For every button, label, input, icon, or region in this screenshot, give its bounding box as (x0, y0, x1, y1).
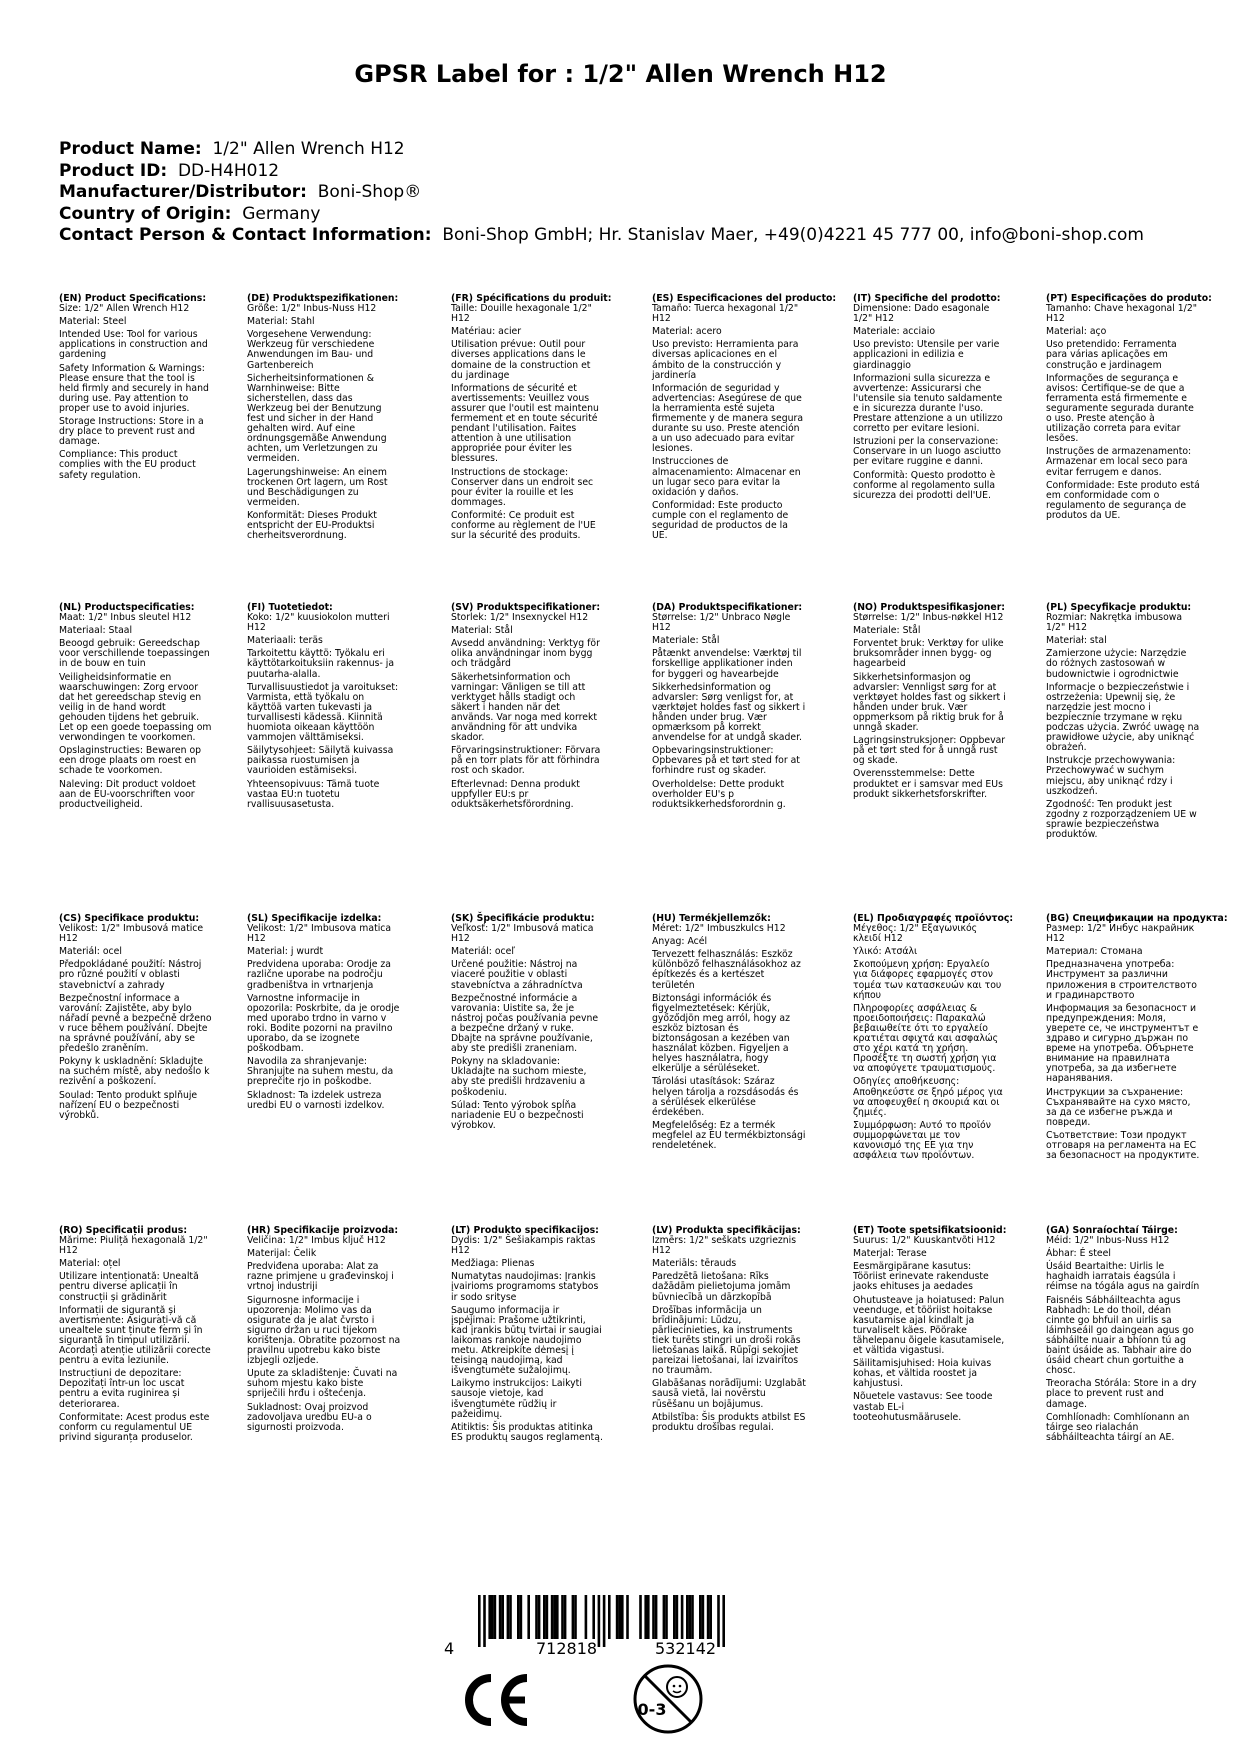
spec-block (451, 1226, 605, 1443)
spec-line: Soulad: Tento produkt splňuje nařízení EU o bezpečnosti výrobků. (59, 1089, 198, 1121)
spec-line: Οδηγίες αποθήκευσης: Αποθηκεύστε σε ξηρό μέρος για να αποφευχθεί η σκουριά και οι ζημιές. (853, 1076, 1003, 1118)
spec-line: Overensstemmelse: Dette produktet er i samsvar med EUs produkt sikkerhetsforskrifter. (853, 768, 1003, 800)
spec-block-header: (DE) Produktspezifikationen: (247, 293, 399, 304)
page-title: GPSR Label for : 1/2" Allen Wrench H12 (354, 60, 887, 88)
spec-line: Material: j wurdt (247, 946, 324, 958)
barcode-bar (699, 1595, 702, 1639)
spec-line: Beoogd gebruik: Gereedschap voor verschillende toepassingen in de bouw en tuin (59, 638, 210, 670)
spec-block-header: (EN) Product Specifications: (59, 293, 207, 304)
barcode-bar (644, 1595, 647, 1639)
barcode-bar (509, 1595, 512, 1639)
manufacturer-label: Manufacturer/Distributor: (59, 182, 307, 202)
spec-line: Skladnost: Ta izdelek ustreza uredbi EU o varnosti izdelkov. (247, 1089, 385, 1111)
spec-line: Säkerhetsinformation och varningar: Vänligen se till att verktyget hålls stadigt och säkert i handen när det används. Var noga med korrekt användning för att undvika skador. (451, 671, 597, 744)
spec-block (247, 914, 401, 1111)
barcode-first-digit: 4 (444, 1639, 455, 1658)
barcode-bar (621, 1595, 624, 1639)
contact-row (59, 225, 1144, 247)
spec-block-header: (HR) Specifikacije proizvoda: (247, 1225, 399, 1236)
spec-line: Materijal: Čelik (247, 1248, 317, 1260)
barcode-bar (639, 1595, 642, 1639)
spec-block-header: (LV) Produkta specifikācijas: (652, 1225, 801, 1236)
spec-line: Materiāls: tērauds (652, 1258, 737, 1270)
spec-line: Conformidad: Este producto cumple con el reglamento de seguridad de productos de la UE. (652, 499, 789, 542)
spec-line: Varnostne informacije in opozorila: Poskrbite, da je orodje med uporabo trdno in varno v roki. Bodite pozorni na pravilno uporabo, da se izognete poškodbam. (247, 992, 400, 1055)
product-name-label: Product Name: (59, 139, 202, 159)
spec-line: Σκοπούμενη χρήση: Εργαλείο για διάφορες εφαρμογές στον τομέα των κατασκευών και του κήπου (853, 959, 1002, 1001)
barcode-bar (673, 1595, 676, 1639)
spec-line: Informazioni sulla sicurezza e avvertenze: Assicurarsi che l'utensile sia tenuto saldamente e in sicurezza durante l'uso. Prestare attenzione a un utilizzo corretto per evitare lesioni. (853, 372, 1003, 435)
spec-line: Størrelse: 1/2" Unbraco Nøgle H12 (652, 612, 791, 634)
spec-line: Mărime: Piuliță hexagonală 1/2" H12 (59, 1235, 208, 1257)
spec-line: Sukladnost: Ovaj proizvod zadovoljava uredbu EU-a o sigurnosti proizvoda. (247, 1401, 372, 1433)
barcode-bar (491, 1595, 494, 1639)
spec-line: Instrucciones de almacenamiento: Almacenar en un lugar seco para evitar la oxidación y daños. (652, 456, 801, 498)
contact-value: Boni-Shop GmbH; Hr. Stanislav Maer, +49(0)4221 45 777 00, info@boni-shop.com (442, 225, 1144, 245)
barcode-bar (608, 1595, 611, 1639)
spec-line: Sikkerhetsinformasjon og advarsler: Vennligst sørg for at verktøyet holdes fast og sikkert i hånden under bruk. Vær oppmerksom på riktig bruk for å unngå skader. (853, 671, 1006, 734)
spec-line: Veiligheidsinformatie en waarschuwingen: Zorg ervoor dat het gereedschap stevig en veilig in de hand wordt gehouden tijdens het gebruik. Let op een goede toepassing om verwondingen te voorkomen. (59, 671, 212, 744)
barcode-bar (553, 1595, 556, 1639)
spec-block (1046, 1226, 1200, 1443)
spec-block (1046, 603, 1200, 840)
barcode-bar (564, 1595, 567, 1639)
barcode-bar (603, 1595, 606, 1647)
manufacturer-value: Boni-Shop® (317, 182, 422, 202)
spec-block-header: (HU) Termékjellemzők: (652, 913, 771, 924)
spec-line: Πληροφορίες ασφάλειας & προειδοποιήσεις: Παρακαλώ βεβαιωθείτε ότι το εργαλείο κρατιέται σφιχτά και ασφαλώς στο χέρι κατά τη χρήση. Προσέξτε τη σωστή χρήση για να αποφύγετε τραυματισμούς. (853, 1002, 999, 1075)
spec-line: Ábhar: É steel (1046, 1248, 1111, 1260)
barcode-bar (717, 1595, 720, 1647)
spec-line: Предназначена употреба: Инструмент за различни приложения в строителството и градинарството (1046, 959, 1197, 1001)
spec-line: Lagringsinstruksjoner: Oppbevar på et tørt sted for å unngå rust og skade. (853, 735, 1006, 767)
spec-line: Paredzētā lietošana: Rīks dažādām pielietojuma jomām būvniecībā un dārzkopībā (652, 1271, 791, 1303)
spec-line: Forventet bruk: Verktøy for ulike bruksområder innen bygg- og hagearbeid (853, 638, 1004, 670)
country-row (59, 204, 1144, 226)
spec-line: Izmērs: 1/2" seškats uzgrieznis H12 (652, 1235, 797, 1257)
spec-block (451, 603, 605, 810)
spec-block-header: (NL) Productspecificaties: (59, 602, 195, 613)
spec-block-header: (BG) Спецификации на продукта: (1046, 913, 1228, 924)
spec-line: Lagerungshinweise: An einem trockenen Ort lagern, um Rost und Beschädigungen zu vermeiden. (247, 466, 388, 508)
ce-mark-icon (457, 1671, 533, 1729)
spec-line: Eesmärgipärane kasutus: Tööriist erinevate rakenduste jaoks ehituses ja aedades (853, 1261, 989, 1293)
spec-line: Størrelse: 1/2" Inbus-nøkkel H12 (853, 612, 1004, 624)
spec-block (853, 913, 1014, 1162)
barcode-bar (551, 1595, 554, 1639)
spec-line: Upute za skladištenje: Čuvati na suhom mjestu kako biste spriječili hrđu i oštećenja. (247, 1368, 398, 1400)
spec-block (652, 914, 806, 1151)
spec-line: Avsedd användning: Verktyg för olika användningar inom bygg och trädgård (451, 638, 600, 670)
product-id-label: Product ID: (59, 160, 168, 181)
barcode-bar (686, 1595, 689, 1639)
spec-block-header: (PL) Specyfikacje produktu: (1046, 602, 1192, 613)
spec-line: Información de seguridad y advertencias: Asegúrese de que la herramienta esté sujeta firmemente y de manera segura durante su uso. Preste atención a un uso adecuado para evitar lesiones. (652, 382, 804, 455)
barcode-bar (665, 1595, 668, 1639)
spec-block (451, 293, 612, 542)
barcode-bar (499, 1595, 502, 1639)
spec-line: Säilytysohjeet: Säilytä kuivassa paikassa ruostumisen ja vaurioiden estämiseksi. (247, 745, 394, 777)
barcode-bar (681, 1595, 684, 1639)
spec-line: Tervezett felhasználás: Eszköz különböző felhasználásokhoz az építkezés és a kertészet területén (652, 949, 801, 991)
spec-line: Tárolási utasítások: Száraz helyen tárolja a rozsdásodás és a sérülések elkerülése érdekében. (652, 1076, 799, 1118)
spec-block (247, 1226, 401, 1433)
spec-line: Megfelelőség: Ez a termék megfelel az EU termékbiztonsági rendeletének. (652, 1119, 806, 1151)
spec-line: Instruções de armazenamento: Armazenar em local seco para evitar ferrugem e danos. (1046, 446, 1192, 478)
spec-line: Maat: 1/2" Inbus sleutel H12 (59, 612, 192, 624)
barcode-bar (478, 1595, 481, 1647)
spec-block-header: (SL) Specifikacije izdelka: (247, 913, 382, 924)
spec-block-header: (DA) Produktspecifikationer: (652, 602, 803, 613)
spec-line: Υλικό: Ατσάλι (853, 946, 918, 958)
spec-line: Určené použitie: Nástroj na viaceré použitie v oblasti stavebníctva a záhradníctva (451, 959, 583, 991)
spec-line: Navodila za shranjevanje: Shranjujte na suhem mestu, da preprečite rjo in poškodbe. (247, 1056, 394, 1088)
spec-line: Suurus: 1/2" Kuuskantvõti H12 (853, 1235, 996, 1247)
spec-line: Informații de siguranță și avertismente: Asigurați-vă că unealtele sunt ținute ferm și în siguranță în timpul utilizării. Acordați atenție utilizării corecte pentru a evita leziunile. (59, 1304, 211, 1367)
spec-line: Méid: 1/2" Inbus-Nuss H12 (1046, 1235, 1170, 1247)
spec-line: Velikost: 1/2" Imbusova matica H12 (247, 923, 392, 945)
spec-line: Instrukcje przechowywania: Przechowywać w suchym miejscu, aby uniknąć rdzy i uszkodzeń. (1046, 755, 1176, 797)
spec-line: Utilisation prévue: Outil pour diverses applications dans le domaine de la construction et du jardinage (451, 339, 591, 381)
not-for-children-under-3-icon (632, 1663, 704, 1735)
spec-line: Nõuetele vastavus: See toode vastab EL-i tooteohutusmäärusele. (853, 1391, 993, 1423)
spec-line: Méret: 1/2" Imbuszkulcs H12 (652, 923, 786, 935)
barcode-bar (663, 1595, 666, 1639)
barcode-bar (488, 1595, 491, 1639)
spec-line: Utilizare intenționată: Unealtă pentru diverse aplicații în construcții și grădinărit (59, 1271, 199, 1303)
barcode-bar (585, 1595, 588, 1639)
spec-block-header: (CS) Specifikace produktu: (59, 913, 200, 924)
spec-line: Dydis: 1/2" Šešiakampis raktas H12 (451, 1235, 596, 1257)
spec-line: Materiale: Stål (853, 625, 921, 637)
spec-block (1046, 293, 1212, 521)
spec-line: Opslaginstructies: Bewaren op een droge plaats om roest en schade te voorkomen. (59, 745, 202, 777)
spec-line: Sicherheitsinformationen & Warnhinweise: Bitte sicherstellen, dass das Werkzeug bei der Benutzung fest und sicher in der Hand gehalten wird. Auf eine ordnungsgemäße Anwendung achten, um Verletzungen zu vermeiden. (247, 372, 387, 465)
spec-line: Instructions de stockage: Conserver dans un endroit sec pour éviter la rouille et les dommages. (451, 466, 594, 508)
spec-line: Velikost: 1/2" Imbusová matice H12 (59, 923, 204, 945)
barcode-bar (626, 1595, 629, 1639)
spec-block (853, 603, 1007, 800)
barcode-bar (616, 1595, 619, 1639)
spec-line: Intended Use: Tool for various applications in construction and gardening (59, 329, 208, 361)
spec-line: Opbevaringsinstruktioner: Opbevares på et tørt sted for at forhindre rust og skader. (652, 745, 800, 777)
country-label: Country of Origin: (59, 203, 232, 224)
spec-line: Pokyny k uskladnění: Skladujte na suchém místě, aby nedošlo k rezivění a poškození. (59, 1056, 210, 1088)
barcode-bar (691, 1595, 694, 1639)
spec-line: Информация за безопасност и предупреждения: Моля, уверете се, че инструментът е здраво и сигурно държан по време на употреба. Обърнете внимание на правилната употреба, за да избегнете наранявания. (1046, 1002, 1199, 1085)
spec-block-header: (RO) Specificații produs: (59, 1225, 188, 1236)
spec-line: Storage Instructions: Store in a dry place to prevent rust and damage. (59, 416, 204, 448)
spec-line: Μέγεθος: 1/2" Εξαγωνικός κλειδί H12 (853, 923, 978, 945)
spec-line: Material: aço (1046, 326, 1107, 338)
spec-line: Materiál: oceľ (451, 946, 515, 958)
spec-line: Pokyny na skladovanie: Ukladajte na suchom mieste, aby ste predišli hrdzaveniu a poškodeniu. (451, 1056, 587, 1098)
spec-line: Material: Stål (451, 625, 513, 637)
barcode-bar (592, 1595, 595, 1639)
spec-block-header: (LT) Produkto specifikacijos: (451, 1225, 599, 1236)
spec-block-header: (GA) Sonraíochtaí Táirge: (1046, 1225, 1178, 1236)
spec-block-header: (SV) Produktspecifikationer: (451, 602, 601, 613)
spec-line: Säilitamisjuhised: Hoia kuivas kohas, et vältida roostet ja kahjustusi. (853, 1358, 992, 1390)
spec-line: Ohutusteave ja hoiatused: Palun veenduge, et tööriist hoitakse kasutamise ajal kindlalt ja turvaliselt käes. Pöörake tähelepanu õigele kasutamisele, et vältida vigastusi. (853, 1294, 1005, 1357)
spec-line: Material: Steel (59, 316, 127, 328)
spec-block-header: (IT) Specifiche del prodotto: (853, 293, 1001, 304)
spec-line: Předpokládané použití: Nástroj pro různé použití v oblasti stavebnictví a zahrady (59, 959, 202, 991)
spec-block (652, 603, 806, 810)
contact-label: Contact Person & Contact Information: (59, 225, 432, 245)
spec-line: Tamaño: Tuerca hexagonal 1/2" H12 (652, 303, 799, 325)
spec-line: Overholdelse: Dette produkt overholder EU's p roduktsikkerhedsforordnin g. (652, 778, 786, 810)
spec-line: Numatytas naudojimas: Įrankis įvairioms programoms statybos ir sodo srityse (451, 1271, 599, 1303)
spec-line: Laikymo instrukcijos: Laikyti sausoje vietoje, kad išvengtumėte rūdžių ir pažeidimų. (451, 1378, 582, 1420)
spec-line: Informations de sécurité et avertissements: Veuillez vous assurer que l'outil est maintenu fermement et en toute sécurité pendant l'utilisation. Faites attention à une utilisation appropriée pour éviter les blessures. (451, 382, 599, 465)
barcode-bar (535, 1595, 538, 1639)
spec-line: Storlek: 1/2" Insexnyckel H12 (451, 612, 589, 624)
spec-line: Materiaal: Staal (59, 625, 133, 637)
spec-line: Материал: Стомана (1046, 946, 1143, 958)
spec-line: Dimensione: Dado esagonale 1/2" H12 (853, 303, 990, 325)
spec-line: Uso pretendido: Ferramenta para várias aplicações em construção e jardinagem (1046, 339, 1177, 371)
barcode-bar (598, 1595, 601, 1647)
barcode-bar (556, 1595, 559, 1639)
barcode-bar (709, 1595, 712, 1639)
spec-block-header: (PT) Especificações do produto: (1046, 293, 1212, 304)
spec-line: Matériau: acier (451, 326, 522, 338)
barcode-bar (676, 1595, 679, 1639)
spec-line: Conformidade: Este produto está em conformidade com o regulamento de segurança de produtos da UE. (1046, 479, 1200, 521)
spec-line: Sikkerhedsinformation og advarsler: Sørg venligst for, at værktøjet holdes fast og sikkert i hånden under brug. Vær opmærksom på korrekt anvendelse for at undgå skader. (652, 681, 806, 744)
barcode-bar (702, 1595, 705, 1639)
spec-line: Vorgesehene Verwendung: Werkzeug für verschiedene Anwendungen im Bau- und Gartenbereich (247, 329, 375, 371)
barcode-bar (501, 1595, 504, 1639)
barcode-bar (520, 1595, 523, 1639)
ean-barcode (440, 1595, 770, 1658)
barcode-left-digits: 712818 (536, 1639, 598, 1658)
spec-line: Naleving: Dit product voldoet aan de EU-voorschriften voor productveiligheid. (59, 778, 196, 810)
spec-block (247, 603, 401, 810)
barcode-bar (618, 1595, 621, 1639)
barcode-bar (494, 1595, 497, 1639)
spec-line: Informações de segurança e avisos: Certifique-se de que a ferramenta está firmemente e seguramente segurada durante o uso. Preste atenção à utilização correta para evitar lesões. (1046, 372, 1194, 445)
spec-line: Materiał: stal (1046, 635, 1107, 647)
spec-line: Turvallisuustiedot ja varoitukset: Varmista, että työkalu on käyttöä varten tukevasti ja turvallisesti kädessä. Kiinnitä huomiota oikeaan käyttöön vammojen välttämiseksi. (247, 681, 399, 744)
manufacturer-row (59, 182, 1144, 204)
spec-line: Safety Information & Warnings: Please ensure that the tool is held firmly and securely in hand during use. Pay attention to proper use to avoid injuries. (59, 362, 209, 414)
spec-line: Tarkoitettu käyttö: Työkalu eri käyttötarkoituksiin rakennus- ja puutarha-alalla. (247, 648, 395, 680)
spec-line: Material: Stahl (247, 316, 315, 328)
spec-line: Veličina: 1/2" Imbus ključ H12 (247, 1235, 386, 1247)
spec-block (853, 1226, 1007, 1423)
spec-block-header: (SK) Špecifikácie produktu: (451, 913, 595, 924)
spec-line: Material: oțel (59, 1258, 121, 1270)
product-id-row (59, 161, 1144, 183)
spec-block (652, 293, 837, 542)
barcode-right-digits: 532142 (655, 1639, 717, 1658)
spec-line: Förvaringsinstruktioner: Förvara på en torr plats för att förhindra rost och skador. (451, 745, 601, 777)
country-value: Germany (242, 203, 321, 224)
spec-line: Taille: Douille hexagonale 1/2" H12 (451, 303, 592, 325)
spec-line: Predvidena uporaba: Orodje za različne uporabe na področju gradbeništva in vrtnarjenja (247, 959, 391, 991)
spec-line: Conformitate: Acest produs este conform cu regulamentul UE privind siguranța produselor. (59, 1411, 210, 1443)
spec-line: Uso previsto: Herramienta para diversas aplicaciones en el ámbito de la construcción y jardinería (652, 339, 799, 381)
spec-line: Atitiktis: Šis produktas atitinka ES produktų saugos reglamentą. (451, 1421, 603, 1443)
spec-block (59, 294, 213, 481)
spec-block-header: (FI) Tuotetiedot: (247, 602, 333, 613)
spec-line: Efterlevnad: Denna produkt uppfyller EU:s pr oduktsäkerhetsförordning. (451, 778, 580, 810)
spec-line: Biztonsági információk és figyelmeztetések: Kérjük, győződjön meg arról, hogy az eszköz biztosan és biztonságosan a kezében van használat közben. Figyeljen a helyes használatra, hogy elkerülje a sérüléseket. (652, 992, 790, 1075)
spec-line: Instrucțiuni de depozitare: Depozitați într-un loc uscat pentru a evita ruginirea și deteriorarea. (59, 1368, 185, 1410)
spec-line: Anyag: Acél (652, 936, 708, 948)
product-info (59, 139, 1144, 247)
spec-line: Съответствие: Този продукт отговаря на регламента на ЕС за безопасност на продуктите. (1046, 1129, 1200, 1162)
spec-block (652, 1226, 806, 1433)
product-name-row (59, 139, 1144, 161)
spec-line: Saugumo informacija ir įspėjimai: Prašome užtikrinti, kad įrankis būtų tvirtai ir saugiai laikomas rankoje naudojimo metu. Atkreipkite dėmesį į teisingą naudojimą, kad išvengtumėte sužalojimų. (451, 1304, 602, 1377)
spec-line: Materiál: ocel (59, 946, 122, 958)
spec-line: Bezpečnostné informácie a varovania: Uistite sa, že je nástroj počas používania pevne a bezpečne držaný v ruke. Dbajte na správne používanie, aby ste predišli zraneniam. (451, 992, 599, 1055)
spec-line: Drošības informācija un brīdinājumi: Lūdzu, pārliecinieties, ka instruments tiek turēts stingri un droši rokās lietošanas laikā. Rūpīgi sekojiet pareizai lietošanai, lai izvairītos no traumām. (652, 1304, 801, 1377)
barcode-bar (652, 1595, 655, 1639)
barcode-bar (655, 1595, 658, 1639)
spec-block (1046, 913, 1228, 1162)
barcode-bar (538, 1595, 541, 1639)
barcode-bar (707, 1595, 710, 1639)
spec-line: Инструкции за съхранение: Съхранявайте на сухо място, за да се избегне ръжда и повреди. (1046, 1086, 1191, 1128)
barcode-bar (527, 1595, 530, 1639)
spec-line: Uso previsto: Utensile per varie applicazioni in edilizia e giardinaggio (853, 339, 1000, 371)
spec-line: Compliance: This product complies with the EU product safety regulation. (59, 449, 196, 481)
barcode-bar (722, 1595, 725, 1647)
spec-line: Размер: 1/2" Инбус накрайник H12 (1046, 923, 1195, 945)
spec-line: Konformität: Dieses Produkt entspricht der EU-Produktsi cherheitsverordnung. (247, 509, 377, 542)
spec-line: Glabāšanas norādījumi: Uzglabāt sausā vietā, lai novērstu rūsēšanu un bojājumus. (652, 1378, 806, 1410)
barcode-bar (689, 1595, 692, 1639)
barcode-bar (647, 1595, 650, 1639)
spec-block-header: (ES) Especificaciones del producto: (652, 293, 837, 304)
spec-line: Comhlíonadh: Comhlíonann an táirge seo rialachán sábháilteachta táirgí an AE. (1046, 1411, 1190, 1443)
spec-line: Bezpečnostní informace a varování: Zajistěte, aby bylo nářadí pevně a bezpečně drženo v ruce během používání. Dbejte na správné používání, aby se předešlo zraněním. (59, 992, 212, 1055)
spec-line: Size: 1/2" Allen Wrench H12 (59, 303, 190, 315)
product-id-value: DD-H4H012 (177, 160, 280, 181)
product-name-value: 1/2" Allen Wrench H12 (212, 139, 405, 159)
barcode-bar (572, 1595, 575, 1639)
spec-line: Treoracha Stórála: Store in a dry place to prevent rust and damage. (1046, 1378, 1197, 1410)
spec-block (451, 914, 605, 1131)
spec-line: Rozmiar: Nakrętka imbusowa 1/2" H12 (1046, 612, 1183, 634)
spec-line: Atbilstība: Šis produkts atbilst ES produktu drošības regulai. (652, 1411, 806, 1433)
spec-line: Tamanho: Chave hexagonal 1/2" H12 (1046, 303, 1198, 325)
age-range-label: 0-3 (637, 1700, 667, 1719)
barcode-bar (483, 1595, 486, 1647)
barcode-bar (574, 1595, 577, 1639)
spec-block (59, 1226, 213, 1443)
spec-block (247, 294, 401, 541)
spec-line: Größe: 1/2" Inbus-Nuss H12 (247, 303, 377, 315)
spec-line: Yhteensopivuus: Tämä tuote vastaa EU:n tuotetu rvallisuusasetusta. (247, 778, 380, 810)
spec-line: Informacje o bezpieczeństwie i ostrzeżenia: Upewnij się, że narzędzie jest mocno i bezpiecznie trzymane w ręku podczas użycia. Zwróć uwagę na prawidłowe użycie, aby uniknąć obrażeń. (1046, 681, 1200, 754)
spec-block-header: (NO) Produktspesifikasjoner: (853, 602, 1006, 613)
barcode-bar (561, 1595, 564, 1639)
spec-line: Súlad: Tento výrobok spĺňa nariadenie EÚ o bezpečnosti výrobkov. (451, 1099, 584, 1131)
spec-line: Zamierzone użycie: Narzędzie do różnych zastosowań w budownictwie i ogrodnictwie (1046, 648, 1187, 680)
barcode-bar (546, 1595, 549, 1639)
barcode-bar (543, 1595, 546, 1639)
spec-block (853, 294, 1007, 501)
spec-block (59, 914, 213, 1121)
spec-line: Materiale: acciaio (853, 326, 936, 338)
spec-line: Συμμόρφωση: Αυτό το προϊόν συμμορφώνεται με τον κανονισμό της ΕΕ για την ασφάλεια των προϊόντων. (853, 1119, 991, 1162)
spec-line: Istruzioni per la conservazione: Conservare in un luogo asciutto per evitare ruggine e danni. (853, 436, 1001, 468)
spec-line: Veľkosť: 1/2" Imbusová matica H12 (451, 923, 594, 945)
spec-line: Zgodność: Ten produkt jest zgodny z rozporządzeniem UE w sprawie bezpieczeństwa produktów. (1046, 798, 1197, 840)
spec-line: Faisnéis Sábháilteachta agus Rabhadh: Le do thoil, déan cinnte go bhfuil an uirlis sa láimhseáil go daingean agus go sábháilte nuair a bhíonn tú ag baint úsáide as. Tabhair aire do úsáid cheart chun gortuithe a chosc. (1046, 1294, 1194, 1377)
spec-line: Conformité: Ce produit est conforme au règlement de l'UE sur la sécurité des produits. (451, 509, 596, 542)
spec-line: Påtænkt anvendelse: Værktøj til forskellige applikationer inden for byggeri og havearbejde (652, 648, 802, 680)
barcode-bar (507, 1595, 510, 1639)
spec-line: Materiaali: teräs (247, 635, 323, 647)
spec-block-header: (ET) Toote spetsifikatsioonid: (853, 1225, 1007, 1236)
spec-block (59, 603, 213, 810)
spec-line: Medžiaga: Plienas (451, 1258, 535, 1270)
barcode-bar (517, 1595, 520, 1639)
spec-line: Material: acero (652, 326, 722, 338)
spec-line: Sigurnosne informacije i upozorenja: Molimo vas da osigurate da je alat čvrsto i sigurno držan u ruci tijekom korištenja. Obratite pozornost na pravilnu upotrebu kako biste izbjegli ozljede. (247, 1294, 401, 1367)
spec-block-header: (FR) Spécifications du produit: (451, 293, 612, 304)
spec-block-header: (EL) Προδιαγραφές προϊόντος: (853, 913, 1014, 924)
spec-line: Predviđena uporaba: Alat za razne primjene u građevinskoj i vrtnoj industriji (247, 1261, 394, 1293)
spec-line: Materjal: Terase (853, 1248, 927, 1260)
spec-line: Materiale: Stål (652, 635, 720, 647)
spec-line: Conformità: Questo prodotto è conforme al regolamento sulla sicurezza dei prodotti dell'UE. (853, 469, 996, 501)
spec-line: Úsáid Beartaithe: Uirlis le haghaidh iarratais éagsúla i réimse na tógála agus na gairdín (1046, 1261, 1200, 1293)
spec-line: Koko: 1/2" kuusiokolon mutteri H12 (247, 612, 390, 634)
